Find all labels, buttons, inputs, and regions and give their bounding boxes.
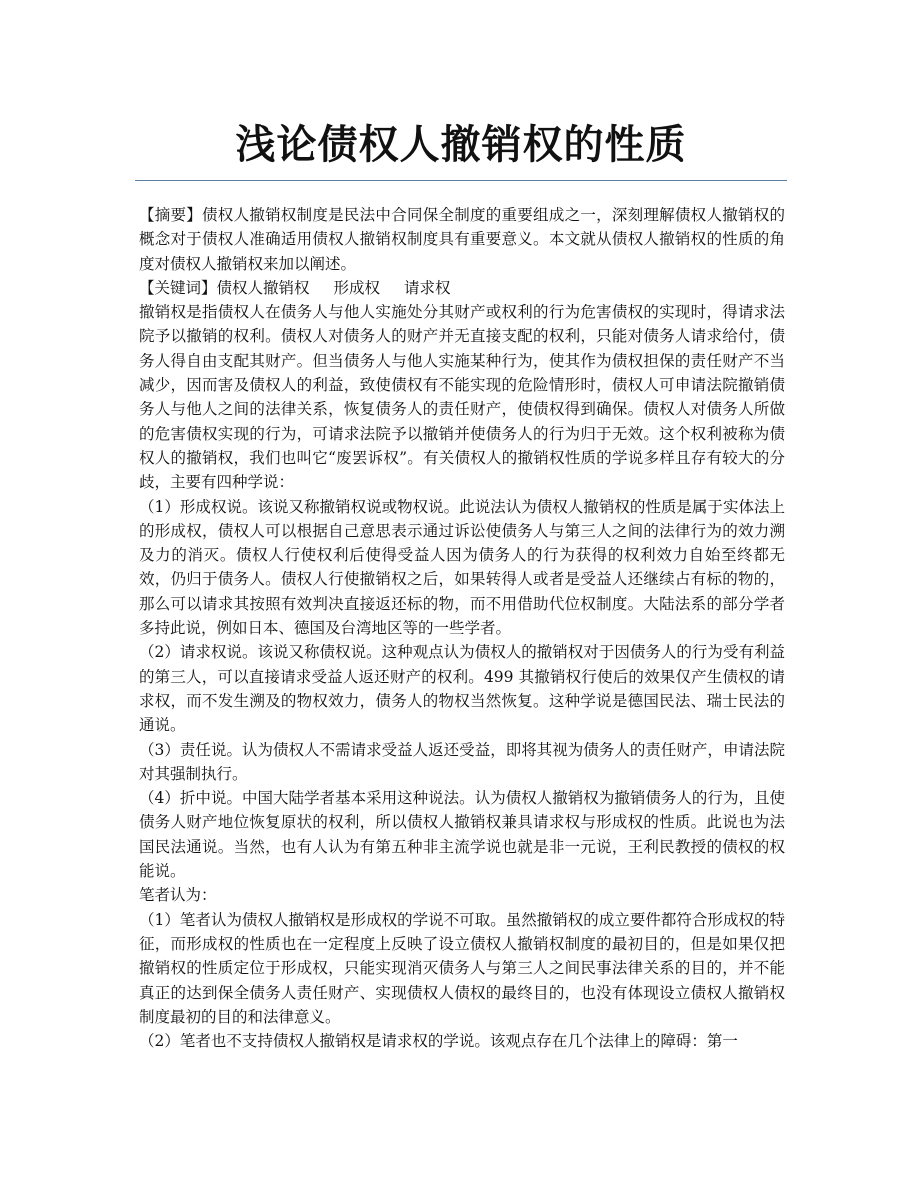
body-paragraph: （3）责任说。认为债权人不需请求受益人返还受益，即将其视为债务人的责任财产，申请法院对其强制执行。 <box>139 740 785 783</box>
keyword-item: 请求权 <box>404 278 451 297</box>
body-paragraph: （2）请求权说。该说又称债权说。这种观点认为债权人的撤销权对于因债务人的行为受有利益的第三人，可以直接请求受益人返还财产的权利。499 其撤销权行使后的效果仅产生债权的请求权，而不发生溯及的物权效力，债务人的物权当然恢复。这种学说是德国民法、瑞士民法的通说。 <box>139 643 785 735</box>
body-paragraph: 笔者认为： <box>139 886 217 905</box>
document-body <box>139 203 785 1053</box>
keywords-line <box>139 276 785 300</box>
keyword-item: 债权人撤销权 <box>216 278 310 297</box>
body-paragraph: （4）折中说。中国大陆学者基本采用这种说法。认为债权人撤销权为撤销债务人的行为，且使债务人财产地位恢复原状的权利，所以债权人撤销权兼具请求权与形成权的性质。此说也为法国民法通说。当然，也有人认为有第五种非主流学说也就是非一元说，王利民教授的债权的权能说。 <box>139 789 785 881</box>
body-paragraph: （1）形成权说。该说又称撤销权说或物权说。此说法认为债权人撤销权的性质是属于实体法上的形成权，债权人可以根据自己意思表示通过诉讼使债务人与第三人之间的法律行为的效力溯及力的消灭。债权人行使权利后使得受益人因为债务人的行为获得的权利效力自始至终都无效，仍归于债务人。债权人行使撤销权之后，如果转得人或者是受益人还继续占有标的物的，那么可以请求其按照有效判决直接返还标的物，而不用借助代位权制度。大陆法系的部分学者多持此说，例如日本、德国及台湾地区等的一些学者。 <box>139 497 785 638</box>
page-title: 浅论债权人撤销权的性质 <box>235 122 687 168</box>
body-paragraph: 撤销权是指债权人在债务人与他人实施处分其财产或权利的行为危害债权的实现时，得请求法院予以撤销的权利。债权人对债务人的财产并无直接支配的权利，只能对债务人请求给付，债务人得自由支配其财产。但当债务人与他人实施某种行为，使其作为债权担保的责任财产不当减少，因而害及债权人的利益，致使债权有不能实现的危险情形时，债权人可申请法院撤销债务人与他人之间的法律关系，恢复债务人的责任财产，使债权得到确保。债权人对债务人所做的危害债权实现的行为，可请求法院予以撤销并使债务人的行为归于无效。这个权利被称为债权人的撤销权，我们也叫它“废罢诉权”。有关债权人的撤销权性质的学说多样且存有较大的分歧，主要有四种学说： <box>139 303 785 492</box>
keywords-label: 【关键词】 <box>139 278 217 297</box>
body-paragraph: （1）笔者认为债权人撤销权是形成权的学说不可取。虽然撤销权的成立要件都符合形成权的特征，而形成权的性质也在一定程度上反映了设立债权人撤销权制度的最初目的，但是如果仅把撤销权的性质定位于形成权，只能实现消灭债务人与第三人之间民事法律关系的目的，并不能真正的达到保全债务人责任财产、实现债权人债权的最终目的，也没有体现设立债权人撤销权制度最初的目的和法律意义。 <box>139 910 785 1026</box>
title-divider <box>135 180 787 181</box>
abstract-paragraph: 【摘要】债权人撤销权制度是民法中合同保全制度的重要组成之一，深刻理解债权人撤销权的概念对于债权人准确适用债权人撤销权制度具有重要意义。本文就从债权人撤销权的性质的角度对债权人撤销权来加以阐述。 <box>139 206 785 273</box>
keyword-item: 形成权 <box>333 278 381 297</box>
body-paragraph: （2）笔者也不支持债权人撤销权是请求权的学说。该观点存在几个法律上的障碍：第一 <box>139 1032 738 1051</box>
